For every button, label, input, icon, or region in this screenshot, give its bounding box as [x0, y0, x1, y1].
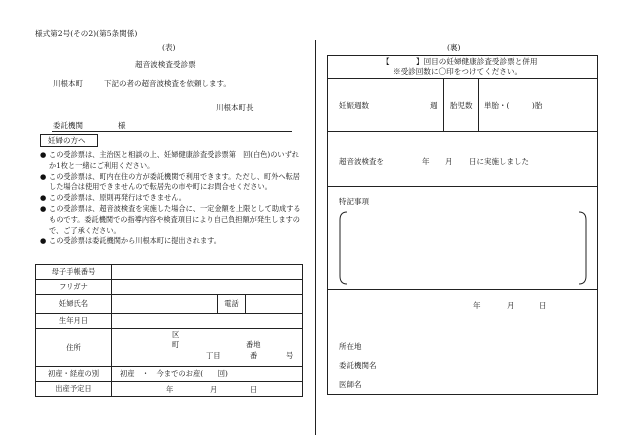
- address-field[interactable]: [112, 329, 303, 367]
- row-divider: [327, 78, 598, 79]
- phone-field[interactable]: [246, 295, 303, 314]
- due-date-field[interactable]: [112, 382, 303, 397]
- name-label: 妊婦氏名: [36, 295, 112, 314]
- due-date-label: 出産予定日: [36, 382, 112, 397]
- patient-info-table: [35, 264, 303, 397]
- notice-item: ● この受診票は、超音波検査を実施した場合に、一定金額を上限として助成するものです。委託機関での指導内容や検査項目により自己負担額が発生しますので、ご了承ください。: [40, 203, 301, 235]
- chome-label: 丁目: [206, 351, 221, 360]
- sign-day: 日: [539, 301, 547, 310]
- table-row: [36, 367, 303, 382]
- birth-label: 生年月日: [36, 314, 112, 329]
- notes-bracket[interactable]: [337, 210, 589, 286]
- notice-label-box: [40, 134, 98, 147]
- addressee-underline: [52, 131, 292, 132]
- row-divider: [327, 186, 598, 187]
- sign-year: 年: [473, 301, 481, 310]
- bullet-icon: ●: [40, 193, 47, 203]
- due-day: 日: [250, 384, 258, 394]
- mayor-name: 川根本町長: [216, 103, 254, 112]
- notice-label: 妊婦の方へ: [48, 136, 86, 145]
- row-divider: [327, 289, 598, 290]
- addressee: 委託機関: [53, 121, 83, 130]
- go-label: 号: [286, 351, 294, 360]
- table-row: [36, 280, 303, 295]
- exam-day-text: 日に実施しました: [469, 157, 529, 166]
- notice-item: ● この受診票は委託機関から川根本町に提出されます。: [40, 236, 221, 246]
- bullet-icon: ●: [40, 171, 47, 181]
- front-title: 超音波検査受診票: [135, 60, 196, 69]
- maternal-book-label: 母子手帳番号: [36, 265, 112, 280]
- due-month: 月: [210, 384, 218, 394]
- fetus-value: 単胎・( )胎: [484, 101, 543, 110]
- furigana-label: フリガナ: [36, 280, 112, 295]
- parity-label: 初産・経産の別: [36, 367, 112, 382]
- form-number: 様式第2号(その2)(第5条関係): [35, 29, 138, 38]
- bullet-icon: ●: [40, 150, 47, 159]
- table-row: [36, 382, 303, 397]
- notice-item: ● この受診票は、原則再発行はできません。: [40, 193, 186, 203]
- due-year: 年: [166, 384, 174, 394]
- location-label: 所在地: [339, 342, 362, 351]
- page-divider: [315, 40, 316, 435]
- table-row: [36, 295, 303, 314]
- phone-label: 電話: [218, 295, 246, 314]
- ban-label: 番: [250, 351, 258, 360]
- notice-item: ● この受診票は、町内在住の方が委託機関で利用できます。ただし、町外へ転居した場合は使用できませんので転居先の市や町にお問合せください。: [40, 171, 300, 192]
- addressee-suffix: 様: [118, 121, 126, 130]
- sign-month: 月: [507, 301, 515, 310]
- exam-month: 月: [445, 157, 453, 166]
- machi-label: 町: [172, 340, 180, 349]
- banchi-label: 番地: [246, 340, 261, 349]
- bullet-icon: ●: [40, 236, 47, 246]
- name-field[interactable]: [112, 295, 218, 314]
- notice-item: ● この受診票は、主治医と相談の上、妊婦健康診査受診票第 回(白色)のいずれか1枚と一緒にご利用ください。: [40, 150, 299, 170]
- row-divider: [327, 131, 598, 132]
- ku-label: 区: [172, 330, 180, 339]
- address-label: 住所: [36, 329, 112, 367]
- col-divider: [443, 79, 444, 131]
- notice-list: [40, 150, 302, 247]
- weeks-label: 妊娠週数: [339, 101, 369, 110]
- exam-year: 年: [422, 157, 430, 166]
- col-divider: [478, 79, 479, 131]
- weeks-unit: 週: [430, 101, 438, 110]
- linked-title-right: 】回目の妊婦健康診査受診票と併用: [416, 57, 538, 66]
- doctor-label: 医師名: [339, 380, 362, 389]
- notes-label: 特記事項: [339, 197, 369, 206]
- birth-field[interactable]: [112, 314, 303, 329]
- furigana-field[interactable]: [112, 280, 303, 295]
- table-row: [36, 265, 303, 280]
- parity-value: 初産 ・ 今までのお産( 回): [120, 369, 228, 378]
- parity-field[interactable]: [112, 367, 303, 382]
- back-heading: (裏): [447, 43, 461, 52]
- exam-date-label: 超音波検査を: [339, 157, 384, 166]
- table-row: [36, 314, 303, 329]
- maternal-book-field[interactable]: [112, 265, 303, 280]
- linked-title-left: 【: [382, 57, 390, 66]
- table-row: [36, 329, 303, 367]
- request-from: 川根本町: [53, 79, 83, 88]
- institution-label: 委託機関名: [339, 361, 377, 370]
- front-heading: (表): [162, 43, 176, 52]
- bullet-icon: ●: [40, 203, 47, 213]
- linked-note: ※受診回数に〇印をつけてください。: [393, 67, 523, 76]
- fetus-label: 胎児数: [450, 101, 473, 110]
- request-text: 下記の者の超音波検査を依頼します。: [104, 79, 231, 88]
